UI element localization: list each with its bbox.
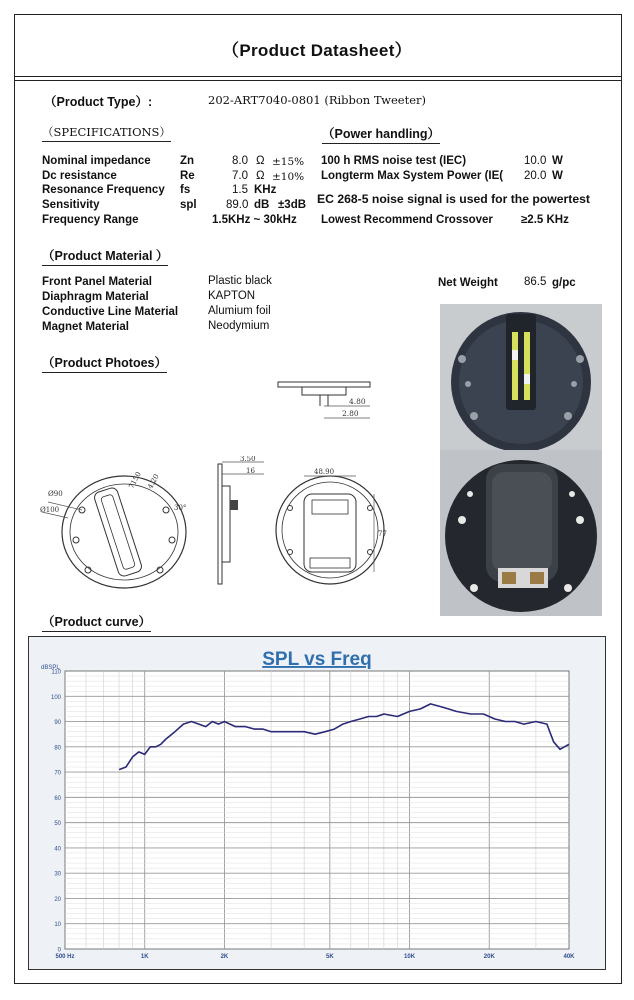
dim-77: 77 [378,530,387,538]
spec-name: Nominal impedance [42,155,151,167]
power-handling-heading: （Power handling） [322,124,440,144]
top-view-drawing [270,378,380,424]
net-weight-unit: g/pc [552,277,576,289]
title-rule-double [14,80,622,81]
material-name: Front Panel Material [42,276,152,288]
product-type-value: 202-ART7040-0801 (Ribbon Tweeter) [208,93,427,107]
power-unit: W [552,170,563,182]
product-type-label: （Product Type）: [44,95,153,109]
spec-value: 8.0 [232,155,248,167]
front-view-drawing [38,458,198,598]
y-tick-label: 30 [54,871,61,878]
material-value: Alumium foil [208,305,271,317]
x-tick-label: 2K [220,954,229,960]
dim-d90: Ø90 [48,490,63,498]
y-tick-label: 90 [54,720,61,727]
back-view-drawing [274,460,392,590]
y-tick-label: 50 [54,821,61,828]
power-name: Lowest Recommend Crossover [321,214,493,226]
spec-tolerance: ±15% [272,156,305,168]
x-tick-label: 500 Hz [55,954,75,960]
spec-value: 1.5 [232,184,248,196]
curve-heading: （Product curve） [42,612,151,632]
y-tick-label: 80 [54,745,61,752]
power-note: EC 268-5 noise signal is used for the powertest [317,192,590,206]
dim-2-80: 2.80 [342,409,359,418]
y-tick-label: 100 [50,694,61,701]
material-value: Plastic black [208,275,272,287]
spl-chart-panel [28,636,606,970]
spec-symbol: Zn [180,155,195,167]
spec-tolerance: ±10% [272,171,305,183]
power-name: Longterm Max System Power (IE( [321,170,504,182]
net-weight-label: Net Weight [438,277,498,289]
y-tick-label: 20 [54,896,61,903]
page-title: （Product Datasheet） [222,41,412,60]
spec-value: 7.0 [232,170,248,182]
dim-7150: 7150 [127,470,143,491]
material-name: Magnet Material [42,321,129,333]
y-tick-label: 60 [54,795,61,802]
power-unit: W [552,155,563,167]
x-tick-label: 20K [483,954,495,960]
spec-name: Resonance Frequency [42,184,165,196]
y-tick-label: 70 [54,770,61,777]
dim-4-80: 4.80 [349,397,366,406]
y-tick-label: 0 [57,947,61,954]
spec-unit: KHz [254,184,277,196]
dim-angle: 30° [174,504,187,512]
x-tick-label: 1K [140,954,149,960]
dim-d100: Ø100 [40,506,60,514]
power-name: 100 h RMS noise test (IEC) [321,155,467,167]
spec-unit: dB [254,199,270,211]
net-weight-value: 86.5 [524,276,547,288]
spec-unit: Ω [256,170,265,182]
spec-symbol: spl [180,199,197,211]
dim-48-90: 48.90 [314,468,335,476]
spec-unit: Ω [256,155,265,167]
y-axis-label: dBSPL [41,665,60,671]
title-rule [14,76,622,77]
x-tick-label: 5K [325,954,334,960]
spec-symbol: fs [180,184,191,196]
y-tick-label: 40 [54,846,61,853]
chart-title: SPL vs Freq [262,649,372,670]
power-value: 20.0 [524,170,547,182]
material-value: Neodymium [208,320,270,332]
material-value: KAPTON [208,290,256,302]
material-name: Conductive Line Material [42,306,179,318]
plot-area [65,671,569,949]
material-name: Diaphragm Material [42,291,149,303]
dim-4-20: 4.20 [146,472,161,491]
dim-3-50: 3.50 [240,456,256,463]
x-tick-label: 40K [563,954,575,960]
spec-name: Dc resistance [42,170,117,182]
spec-symbol: Re [180,170,195,182]
spec-value: 89.0 [226,199,249,211]
y-tick-label: 110 [51,669,61,676]
power-value: 10.0 [524,155,547,167]
material-heading: （Product Material ） [42,246,168,266]
spec-name: Frequency Range [42,214,139,226]
dim-16: 16 [246,467,255,475]
x-tick-label: 10K [404,954,416,960]
side-view-drawing [208,456,268,590]
spec-value: 1.5KHz ~ 30kHz [212,214,297,226]
power-value: ≥2.5 KHz [521,214,569,226]
specifications-heading: （SPECIFICATIONS） [42,124,171,142]
spec-tolerance: ±3dB [278,199,307,211]
spl-vs-freq-chart [29,637,604,968]
y-tick-label: 10 [54,922,61,929]
spec-name: Sensitivity [42,199,100,211]
tweeter-front-photo [440,304,602,450]
tweeter-back-photo [440,450,602,616]
photos-heading: （Product Photoes） [42,353,167,373]
